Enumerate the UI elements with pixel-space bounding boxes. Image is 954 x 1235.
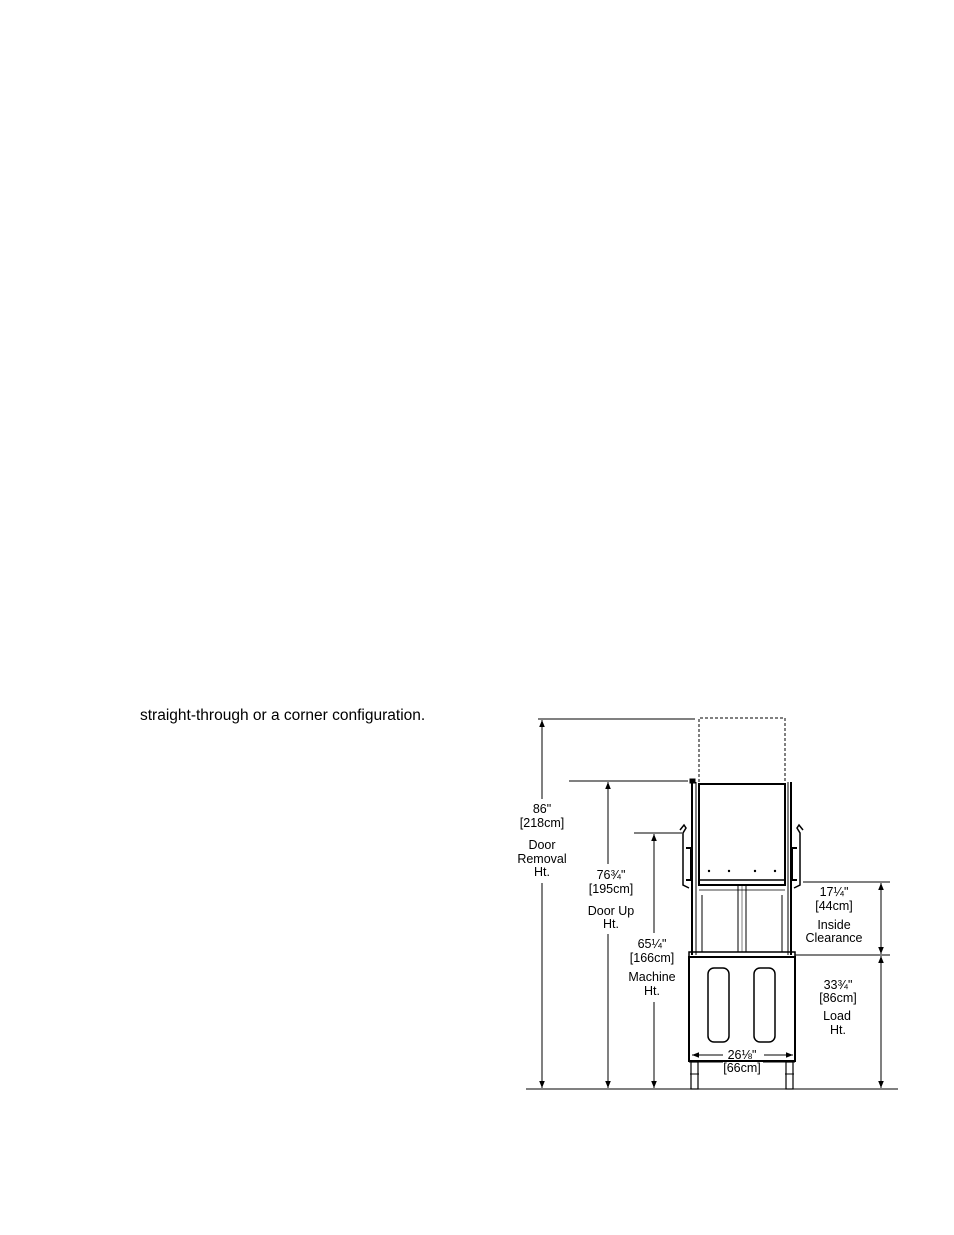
machine-value: 65¼": [637, 937, 667, 951]
width-metric: [66cm]: [723, 1061, 761, 1075]
cabinet-window-left: [708, 968, 729, 1042]
machine-label: [628, 937, 675, 998]
right-leg: [786, 1062, 793, 1089]
clearance-caption: Clearance: [805, 931, 863, 945]
right-door-handle: [794, 825, 803, 888]
door-up-metric: [195cm]: [588, 882, 634, 896]
clearance-caption: Inside: [817, 918, 851, 932]
left-leg: [691, 1062, 698, 1089]
load-value: 33¾": [823, 978, 853, 992]
cabinet-window-right: [754, 968, 775, 1042]
width-label: [723, 1048, 761, 1075]
left-handle-bracket: [686, 848, 691, 880]
door-up-caption: Ht.: [603, 917, 619, 931]
door-rivet: [754, 870, 756, 872]
width-value: 26⅛": [727, 1048, 757, 1062]
door-up-label: [588, 868, 635, 931]
door-rivet: [774, 870, 776, 872]
door-removal-label: [517, 802, 566, 879]
machine-caption: Ht.: [644, 984, 660, 998]
door-removal-metric: [218cm]: [519, 816, 565, 830]
door-up-caption: Door Up: [587, 904, 635, 918]
body-text: straight-through or a corner configuration.: [140, 707, 426, 724]
dishwasher-drawing: [680, 718, 803, 1089]
door-removal-caption: Ht.: [534, 865, 550, 879]
raised-door: [699, 784, 785, 885]
left-post-cap: [690, 779, 695, 783]
clearance-metric: [44cm]: [815, 899, 853, 913]
door-removal-caption: Door: [528, 838, 556, 852]
inside-clearance-label: [806, 885, 863, 945]
door-removal-envelope: [699, 718, 785, 782]
load-caption: Load: [823, 1009, 851, 1023]
clearance-value: 17¼": [819, 885, 849, 899]
lower-cabinet: [689, 957, 795, 1061]
door-rivet: [708, 870, 710, 872]
left-door-handle: [680, 825, 689, 888]
machine-metric: [166cm]: [629, 951, 675, 965]
load-height-label: [819, 978, 857, 1037]
machine-caption: Machine: [628, 970, 676, 984]
door-removal-caption: Removal: [517, 852, 567, 866]
right-handle-bracket: [792, 848, 797, 880]
door-removal-value: 86": [532, 802, 552, 816]
door-rivet: [728, 870, 730, 872]
load-metric: [86cm]: [819, 991, 857, 1005]
load-caption: Ht.: [830, 1023, 846, 1037]
door-up-value: 76¾": [596, 868, 626, 882]
